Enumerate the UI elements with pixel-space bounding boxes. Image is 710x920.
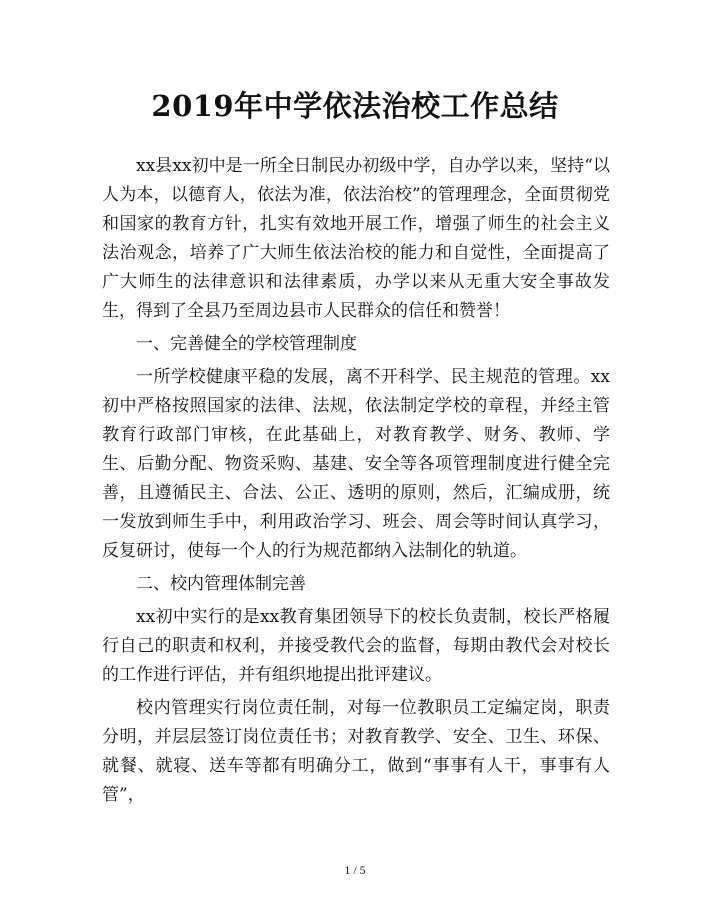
document-body	[102, 152, 610, 814]
intro-paragraph: xx县xx初中是一所全日制民办初级中学，自办学以来，坚持“以人为本，以德育人，依法为准，依法治校”的管理理念，全面贯彻党和国家的教育方针，扎实有效地开展工作，增强了师生的社会主义法治观念，培养了广大师生依法治校的能力和自觉性，全面提高了广大师生的法律意识和法律素质，办学以来从无重大安全事故发生，得到了全县乃至周边县市人民群众的信任和赞誉！	[102, 156, 610, 321]
section-heading-2: 二、校内管理体制完善	[136, 574, 306, 594]
section-2-paragraph-2: 校内管理实行岗位责任制，对每一位教职员工定编定岗，职责分明，并层层签订岗位责任书；对教育教学、安全、卫生、环保、就餐、就寝、送车等都有明确分工，做到“事事有人干，事事有人管”，	[102, 698, 610, 805]
section-1-paragraph: 一所学校健康平稳的发展，离不开科学、民主规范的管理。xx初中严格按照国家的法律、法规，依法制定学校的章程，并经主管教育行政部门审核，在此基础上，对教育教学、财务、教师、学生、后勤分配、物资采购、基建、安全等各项管理制度进行健全完善，且遵循民主、合法、公正、透明的原则，然后，汇编成册，统一发放到师生手中，利用政治学习、班会、周会等时间认真学习，反复研讨，使每一个人的行为规范都纳入法制化的轨道。	[102, 367, 610, 561]
document-title: 2019年中学依法治校工作总结	[151, 89, 559, 123]
section-2-paragraph-1: xx初中实行的是xx教育集团领导下的校长负责制，校长严格履行自己的职责和权利，并接受教代会的监督，每期由教代会对校长的工作进行评估，并有组织地提出批评建议。	[102, 607, 610, 685]
section-heading-1: 一、完善健全的学校管理制度	[136, 334, 357, 354]
page-number: 1 / 5	[344, 863, 366, 877]
